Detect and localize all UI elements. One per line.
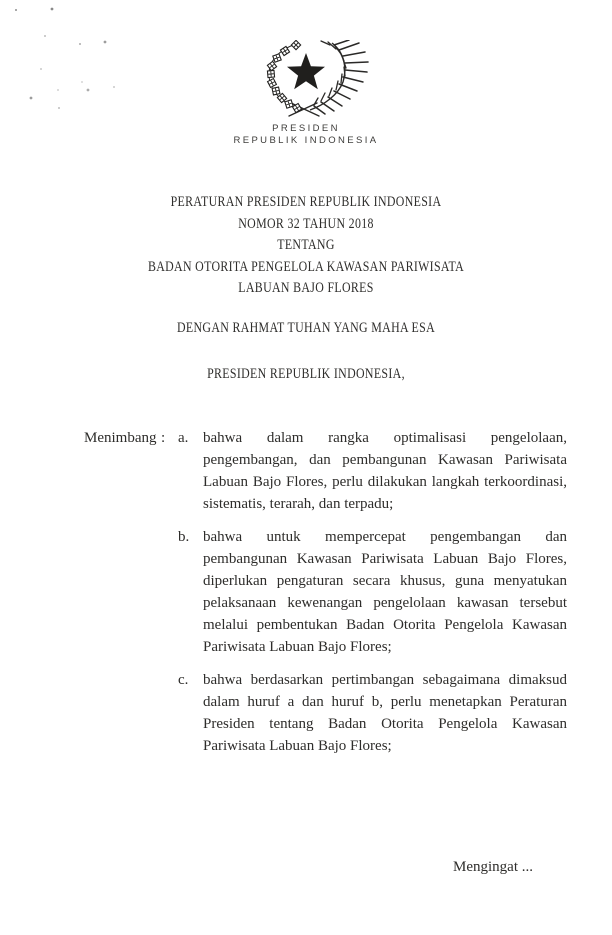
item-marker-b: b. [178,529,190,545]
invocation-text: DENGAN RAHMAT TUHAN YANG MAHA ESA [176,320,435,336]
item-marker-c: c. [178,672,189,688]
title-line-subject-2: LABUAN BAJO FLORES [238,280,374,296]
org-name [0,123,612,146]
title-line-tentang: TENTANG [277,237,335,253]
title-line-number: NOMOR 32 TAHUN 2018 [238,215,374,232]
label-spacer [84,526,161,658]
label-spacer [84,669,161,757]
considering-label: Menimbang [84,430,157,446]
org-line-republik: REPUBLIK INDONESIA [233,134,379,146]
invocation-line [0,320,612,337]
regulation-title [0,192,612,300]
item-text-b: bahwa untuk mempercepat pengembangan dan pembangunan Kawasan Pariwisata Labuan Bajo Flores, diperlukan pengaturan secara khusus, guna menyatukan pelaksanaan kewenangan pengelolaan kawasan tersebut melalui pembentukan Badan Otorita Pengelola Kawasan Pariwisata Labuan Bajo Flores; [203,529,567,655]
considering-section [84,427,567,757]
issuer-line [0,366,612,383]
letterhead [0,40,612,146]
star [287,53,325,89]
org-line-presiden: PRESIDEN [272,123,340,134]
considering-separator: : [161,430,166,446]
issuer-text: PRESIDEN REPUBLIK INDONESIA, [207,366,405,382]
colon-spacer [161,669,178,757]
considering-item-a [84,427,567,515]
scan-noise [15,9,17,11]
considering-item-c [84,669,567,757]
item-marker-a: a. [178,430,189,446]
presidential-seal-icon [0,40,612,120]
colon-spacer [161,526,178,658]
title-line-subject-1: BADAN OTORITA PENGELOLA KAWASAN PARIWISATA [147,258,465,275]
title-line-regulation: PERATURAN PRESIDEN REPUBLIK INDONESIA [170,194,442,210]
item-text-a: bahwa dalam rangka optimalisasi pengelolaan, pengembangan, dan pembangunan Kawasan Pariwisata Labuan Bajo Flores, perlu dilakukan langkah terkoordinasi, sistematis, terarah, dan terpadu; [203,430,567,512]
considering-item-b [84,526,567,658]
catchword-mengingat: Mengingat ... [453,859,533,875]
item-text-c: bahwa berdasarkan pertimbangan sebagaimana dimaksud dalam huruf a dan huruf b, perlu menetapkan Peraturan Presiden tentang Badan Otorita Pengelola Kawasan Pariwisata Labuan Bajo Flores; [203,672,567,754]
